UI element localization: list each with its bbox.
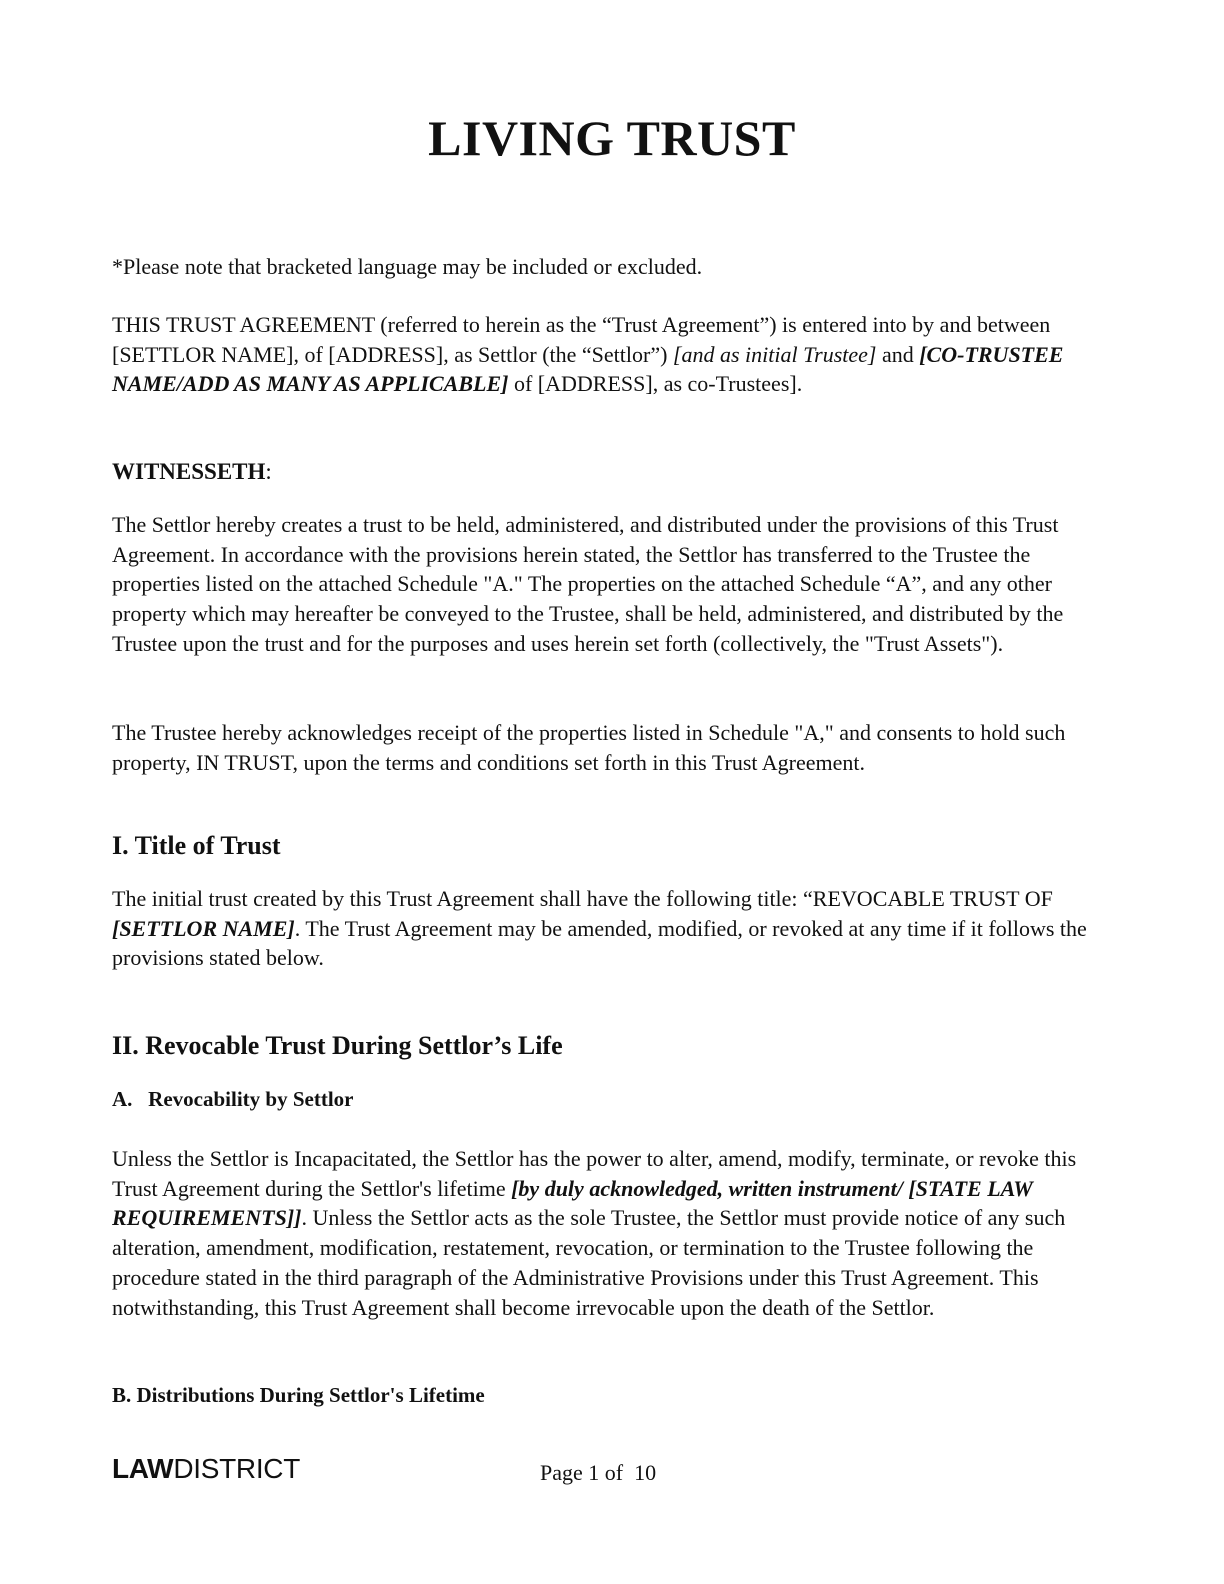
section-1-paragraph — [112, 884, 1112, 973]
intro-text: THIS TRUST AGREEMENT (referred to herein as the “Trust Agreement”) is entered into by and between [SETTLOR NAME], of [ADDRESS], as Settlor (the “Settlor”) — [112, 312, 1051, 367]
witnesseth-heading-text: WITNESSETH — [112, 459, 266, 484]
section-2a-heading — [112, 1085, 353, 1113]
intro-and: and — [876, 341, 920, 367]
section-1-settlor-placeholder: [SETTLOR NAME] — [112, 915, 295, 941]
page-number-text: Page 1 of 10 — [540, 1460, 657, 1485]
document-title: LIVING TRUST — [428, 110, 796, 166]
witnesseth-paragraph-1: The Settlor hereby creates a trust to be held, administered, and distributed under the provisions of this Trust Agreement. In accordance with the provisions herein stated, the Settlor has transferred to the Trustee the properties listed on the attached Schedule "A." The properties on the attached Schedule “A”, and any other property which may hereafter be conveyed to the Trustee, shall be held, administered, and distributed by the Trustee upon the trust and for the purposes and uses herein set forth (collectively, the "Trust Assets"). — [112, 512, 1064, 656]
intro-co-trustee-placeholder: [CO-TRUSTEE NAME/ADD AS MANY AS APPLICABLE] — [112, 341, 1064, 397]
intro-initial-trustee: [and as initial Trustee] — [672, 341, 877, 367]
intro-paragraph — [112, 310, 1112, 399]
bracket-note: *Please note that bracketed language may be included or excluded. — [112, 254, 703, 279]
section-2a-instrument-placeholder: [by duly acknowledged, written instrument/ [STATE LAW REQUIREMENTS]] — [112, 1175, 1033, 1231]
intro-end: of [ADDRESS], as co-Trustees]. — [508, 371, 803, 397]
section-2a-heading-text: A. Revocability by Settlor — [112, 1087, 354, 1111]
logo-district: DISTRICT — [173, 1453, 301, 1484]
section-2a-paragraph — [112, 1144, 1112, 1322]
section-2a-text-end: . Unless the Settlor acts as the sole Trustee, the Settlor must provide notice of any such alteration, amendment, modification, restatement, revocation, or termination to the Trustee following the procedure stated in the third paragraph of the Administrative Provisions under this Trust Agreement. This notwithstanding, this Trust Agreement shall become irrevocable upon the death of the Settlor. — [112, 1205, 1066, 1320]
section-1-text-start: The initial trust created by this Trust Agreement shall have the following title: “REVOCABLE TRUST OF — [112, 886, 1053, 911]
section-2-heading: II. Revocable Trust During Settlor’s Life — [112, 1031, 563, 1060]
section-2b-heading: B. Distributions During Settlor's Lifetime — [112, 1383, 485, 1407]
witnesseth-paragraph-2: The Trustee hereby acknowledges receipt of the properties listed in Schedule "A," and consents to hold such property, IN TRUST, upon the terms and conditions set forth in this Trust Agreement. — [112, 720, 1066, 775]
logo-law: LAW — [112, 1453, 174, 1484]
section-2a-text-start: Unless the Settlor is Incapacitated, the Settlor has the power to alter, amend, modify, terminate, or revoke this Trust Agreement during the Settlor's lifetime — [112, 1146, 1077, 1201]
section-1-heading: I. Title of Trust — [112, 831, 281, 860]
witnesseth-heading — [112, 458, 272, 486]
page-number — [540, 1459, 656, 1487]
lawdistrict-logo — [112, 1452, 300, 1486]
section-1-text-end: . The Trust Agreement may be amended, modified, or revoked at any time if it follows the provisions stated below. — [112, 915, 1087, 971]
witnesseth-colon: : — [265, 459, 272, 484]
